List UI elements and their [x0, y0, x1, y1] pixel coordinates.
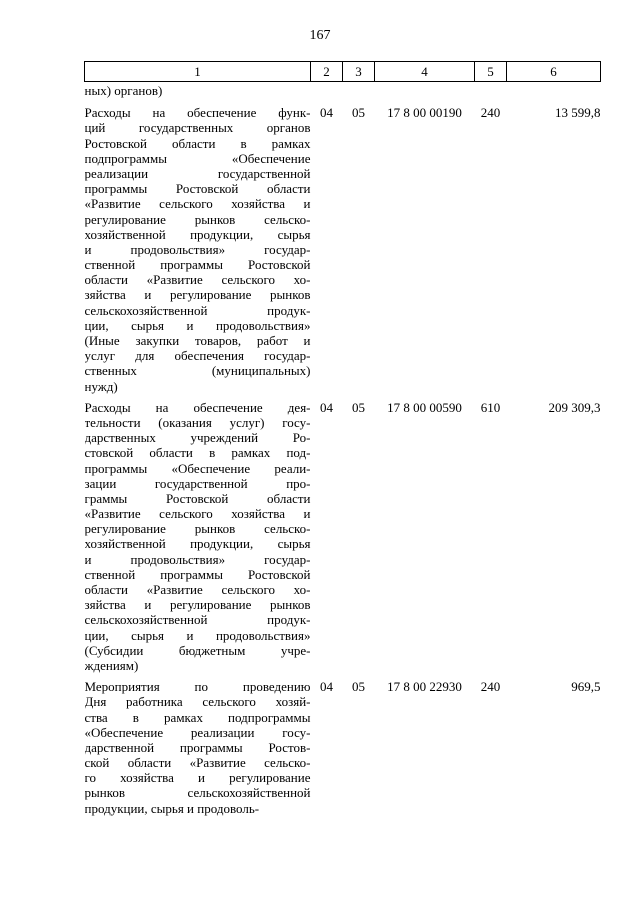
description-line: и продовольствия» государ- [84, 241, 311, 257]
column-header: 3 [343, 62, 375, 82]
description-line: хозяйственной продукции, сырья [84, 536, 311, 552]
description-line: Расходы на обеспечение дея- [84, 399, 311, 415]
description-line: «Развитие сельского хозяйства и [84, 506, 311, 522]
description-line: дарственных учреждений Ро- [84, 430, 311, 446]
description-line: регулирование рынков сельско- [84, 211, 311, 227]
table-row [85, 99, 601, 394]
description-line: программы Ростовской области [84, 181, 311, 197]
description-line: го хозяйства и регулирование [84, 770, 311, 786]
budget-table [84, 61, 601, 816]
table-row [85, 394, 601, 673]
description-line: и продовольствия» государ- [84, 551, 311, 567]
description-line: (Иные закупки товаров, работ и [84, 333, 311, 349]
expense-type-code: 240 [480, 679, 501, 695]
description-line: тельности (оказания услуг) госу- [84, 414, 311, 430]
description-line: зации государственной про- [84, 475, 311, 491]
description-line: «Обеспечение реализации госу- [84, 724, 311, 740]
column-header: 1 [85, 62, 311, 82]
section-code: 04 [320, 679, 333, 695]
target-article-code: 17 8 00 00590 [387, 399, 462, 415]
description-line: стовской области в рамках под- [84, 445, 311, 461]
description-line: подпрограммы «Обеспечение [84, 150, 311, 166]
description-line: программы «Обеспечение реали- [84, 460, 311, 476]
amount-value: 13 599,8 [555, 105, 601, 121]
expense-type-code: 240 [480, 105, 501, 121]
description-line: ственной программы Ростовской [84, 566, 311, 582]
description-line: ций государственных органов [84, 120, 311, 136]
amount-value: 209 309,3 [548, 399, 601, 415]
description-line: сельскохозяйственной продук- [84, 612, 311, 628]
description-line: зяйства и регулирование рынков [84, 287, 311, 303]
description-line: ской области «Развитие сельско- [84, 755, 311, 771]
table-header-row [85, 62, 601, 82]
column-header: 6 [507, 62, 601, 82]
description-line: граммы Ростовской области [84, 490, 311, 506]
row-description [85, 99, 311, 394]
continuation-row [85, 82, 601, 100]
subsection-code: 05 [352, 399, 365, 415]
description-line: ции, сырья и продовольствия» [84, 627, 311, 643]
description-line: Мероприятия по проведению [84, 679, 311, 695]
description-line: Расходы на обеспечение функ- [84, 105, 311, 121]
description-line: продукции, сырья и продоволь- [84, 800, 260, 816]
description-line: хозяйственной продукции, сырья [84, 226, 311, 242]
description-line: «Развитие сельского хозяйства и [84, 196, 311, 212]
description-line: Ростовской области в рамках [84, 135, 311, 151]
continuation-text: ных) органов) [84, 83, 163, 98]
table-body [85, 82, 601, 816]
description-line: ственной программы Ростовской [84, 257, 311, 273]
description-line: дарственной программы Ростов- [84, 739, 311, 755]
description-line: ственных (муниципальных) [84, 363, 311, 379]
description-line: ждениям) [84, 657, 139, 673]
amount-value: 969,5 [571, 679, 601, 695]
section-code: 04 [320, 399, 333, 415]
subsection-code: 05 [352, 679, 365, 695]
description-line: услуг для обеспечения государ- [84, 348, 311, 364]
row-description [85, 673, 311, 816]
description-line: области «Развитие сельского хо- [84, 582, 311, 598]
row-description [85, 394, 311, 673]
expense-type-code: 610 [480, 399, 501, 415]
description-line: (Субсидии бюджетным учре- [84, 642, 311, 658]
description-line: регулирование рынков сельско- [84, 521, 311, 537]
target-article-code: 17 8 00 22930 [387, 679, 462, 695]
description-line: реализации государственной [84, 165, 311, 181]
column-header: 5 [475, 62, 507, 82]
description-line: рынков сельскохозяйственной [84, 785, 311, 801]
column-header: 4 [375, 62, 475, 82]
page-number: 167 [309, 28, 331, 43]
column-header: 2 [311, 62, 343, 82]
subsection-code: 05 [352, 105, 365, 121]
description-line: зяйства и регулирование рынков [84, 597, 311, 613]
description-line: сельскохозяйственной продук- [84, 302, 311, 318]
description-line: Дня работника сельского хозяй- [84, 694, 311, 710]
description-line: ства в рамках подпрограммы [84, 709, 311, 725]
table-row [85, 673, 601, 816]
description-line: ции, сырья и продовольствия» [84, 317, 311, 333]
description-line: нужд) [84, 378, 118, 394]
description-line: области «Развитие сельского хо- [84, 272, 311, 288]
section-code: 04 [320, 105, 333, 121]
target-article-code: 17 8 00 00190 [387, 105, 462, 121]
